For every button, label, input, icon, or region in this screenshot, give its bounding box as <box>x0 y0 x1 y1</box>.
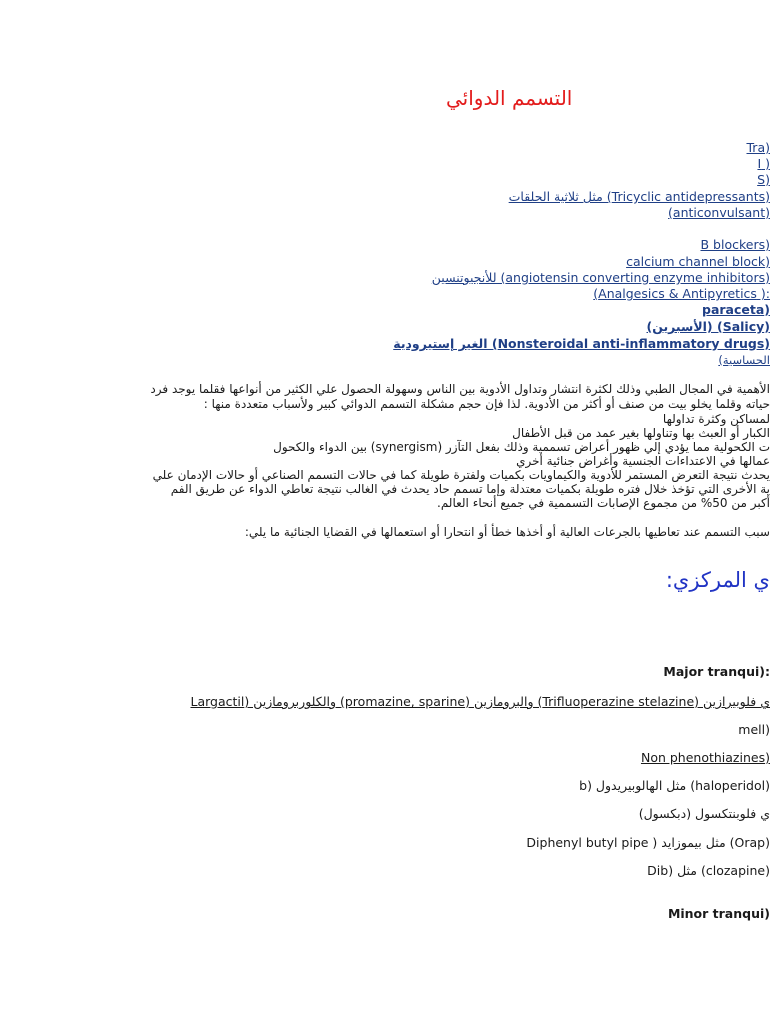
list-item: ( I <box>757 156 770 171</box>
list-item: (anticonvulsant) <box>668 205 770 220</box>
list-item: (B blockers <box>700 237 770 252</box>
list-item: (Nonsteroidal anti-inflammatory drugs) الغير إستيرودية <box>393 336 770 351</box>
list-item: (Salicy) (الأسبرين) <box>646 319 770 334</box>
paragraph-line: أكبر من 50% من مجموع الإصابات التسممية في جميع أنحاء العالم. <box>437 496 770 510</box>
paragraph-line: لمساكن وكثرة تداولها <box>662 412 770 426</box>
list-item: (calcium channel block <box>626 254 770 269</box>
paragraph-line: ت الكحولية مما يؤدي إلي ظهور أعراض تسممية وذلك بفعل التآزر (synergism) بين الدواء والكحول <box>273 440 770 454</box>
list-item: (angiotensin converting enzyme inhibitors) للأنجيوتنسين <box>431 270 770 285</box>
list-item: ي فلوبنتكسول (دبكسول) <box>638 806 770 821</box>
section-heading: ي المركزي: <box>665 568 770 592</box>
paragraph-line: يحدث نتيجة التعرض المستمر للأدوية والكيماويات بكميات ولفترة طويلة كما في حالات التسمم الصناعي أو حالات الإدمان علي <box>152 468 770 482</box>
list-item: (haloperidol) مثل الهالوبيريدول (b <box>579 778 770 793</box>
list-item: (Tricyclic antidepressants) مثل ثلاثية الحلقات <box>508 189 770 204</box>
list-item: (Non phenothiazines <box>640 750 770 765</box>
list-item: (Orap) مثل بيموزايد ( Diphenyl butyl pipe <box>526 835 770 850</box>
list-item: ي فلوبيرازين (Trifluoperazine stelazine) والبرومازين (promazine, sparine) والكلوربرومازين (Largactil <box>190 694 770 709</box>
list-item: الحساسية) <box>718 353 770 367</box>
paragraph-line: ية الأخرى التي تؤخذ خلال فتره طويلة بكميات معتدلة وإما تسمم حاد يحدث في الغالب نتيجة تعاطي الدواء عن طريق الفم <box>170 482 770 496</box>
list-item: (Tra <box>746 140 770 155</box>
paragraph-line: الأهمية في المجال الطبي وذلك لكثرة انتشار وتداول الأدوية بين الناس وسهولة الحصول علي الكثير من أنواعها فقلما يوجد فرد <box>150 382 770 396</box>
list-item: (S <box>757 172 770 187</box>
paragraph-line: عمالها في الاعتداءات الجنسية وأغراض جنائية أخري <box>516 454 770 468</box>
document-title: التسمم الدوائي <box>446 86 573 110</box>
list-item: (mell <box>738 722 770 737</box>
list-item: (clozapine) مثل (Dib <box>647 863 770 878</box>
subheading: :(Major tranqui <box>663 664 770 679</box>
paragraph-line: حياته وقلما يخلو بيت من صنف أو أكثر من الأدوية. لذا فإن حجم مشكلة التسمم الدوائي كبير ولأسباب متعددة منها : <box>203 397 770 411</box>
paragraph-line: سبب التسمم عند تعاطيها بالجرعات العالية أو أخذها خطأ أو انتحارا أو استعمالها في القضايا الجنائية ما يلي: <box>244 525 770 539</box>
list-item: (paraceta <box>702 302 770 317</box>
subheading: (Minor tranqui <box>667 906 770 921</box>
paragraph-line: الكبار أو العبث بها وتناولها بغير عمد من قبل الأطفال <box>512 426 770 440</box>
list-item: :( Analgesics & Antipyretics) <box>593 286 770 301</box>
